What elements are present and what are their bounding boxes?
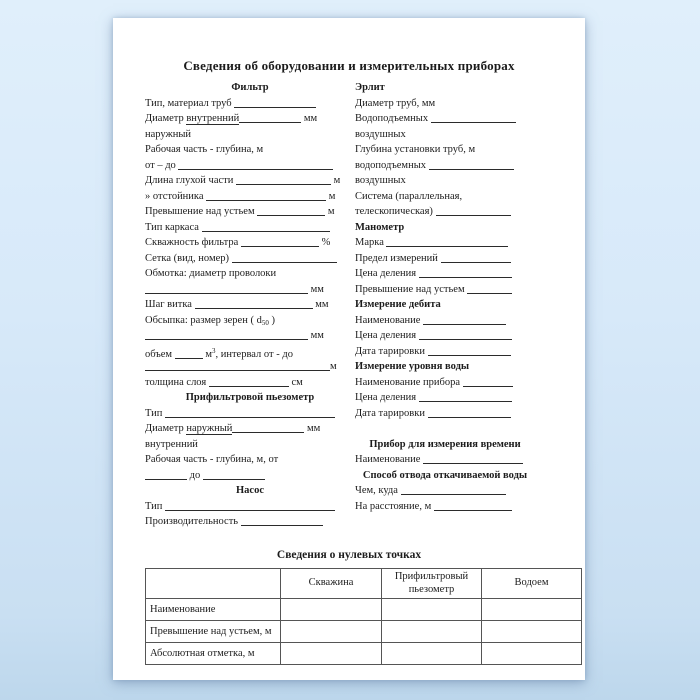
blank-field — [209, 376, 289, 387]
form-line — [355, 266, 535, 282]
label-text: Чем, куда — [355, 485, 401, 496]
row-label-cell: Превышение над устьем, м — [146, 621, 281, 643]
label-text: Цена деления — [355, 392, 419, 403]
blank-field — [428, 407, 511, 418]
blank-field — [434, 500, 512, 511]
label-text: мм — [312, 299, 329, 310]
form-line — [355, 282, 535, 298]
form-line — [145, 96, 355, 112]
blank-field — [145, 360, 330, 371]
label-text: Способ отвода откачиваемой воды — [362, 469, 528, 481]
form-line — [145, 514, 355, 530]
form-line — [355, 390, 535, 406]
label-text: Длина глухой части — [145, 175, 236, 186]
label-text: Превышение над устьем — [355, 283, 468, 295]
empty-cell — [281, 643, 382, 665]
empty-cell — [482, 599, 582, 621]
form-line — [355, 499, 535, 515]
table-header-cell: Прифильтровый пьезометр — [382, 569, 482, 599]
blank-field — [195, 298, 313, 309]
form-line — [145, 375, 355, 391]
section-header — [355, 359, 535, 375]
form-line — [355, 158, 535, 174]
label-text: Рабочая часть - глубина, м, от — [145, 454, 279, 465]
form-line — [145, 235, 355, 251]
form-line — [145, 452, 355, 468]
form-line — [145, 359, 355, 375]
form-line — [355, 189, 535, 205]
label-text: Глубина установки труб, м — [355, 144, 476, 155]
right-column — [355, 80, 535, 530]
form-line — [145, 437, 355, 453]
label-text: Измерение уровня воды — [355, 361, 470, 372]
label-text: ) — [268, 314, 275, 326]
label-text: Прифильтровой пьезометр — [185, 392, 315, 403]
label-text: Прибор для измерения времени — [369, 438, 521, 450]
blank-field — [145, 469, 187, 480]
blank-field — [232, 252, 337, 263]
empty-cell — [382, 599, 482, 621]
label-text: Система (параллельная, — [355, 190, 463, 202]
section-header — [355, 80, 535, 96]
label-text: % — [318, 237, 331, 248]
table-row — [146, 599, 582, 621]
form-line — [355, 328, 535, 344]
blank-field — [419, 329, 512, 340]
label-text: внутренний — [186, 113, 240, 124]
empty-cell — [281, 621, 382, 643]
form-line — [355, 111, 535, 127]
label-text: Эрлит — [355, 82, 385, 93]
blank-field — [419, 267, 512, 278]
table-header-cell: Скважина — [281, 569, 382, 599]
label-text: м — [202, 348, 212, 360]
label-text: см — [288, 376, 303, 388]
label-text: Манометр — [355, 221, 405, 233]
form-line — [145, 142, 355, 158]
label-text: Превышение над устьем — [145, 206, 258, 217]
form-line — [145, 189, 355, 205]
label-text: м — [330, 361, 337, 372]
blank-field — [467, 283, 512, 294]
label-text: Цена деления — [355, 330, 419, 341]
form-line — [145, 266, 355, 282]
form-line — [145, 158, 355, 174]
label-text: Скважность фильтра — [145, 237, 241, 248]
label-text: Сетка (вид, номер) — [145, 252, 232, 264]
zero-points-title: Сведения о нулевых точках — [276, 549, 422, 561]
row-label-cell: Наименование — [146, 599, 281, 621]
form-line — [145, 406, 355, 422]
label-text: Тип — [145, 407, 166, 419]
form-line — [145, 220, 355, 236]
blank-field — [206, 190, 326, 201]
label-text: Марка — [355, 237, 387, 248]
label-text: мм — [308, 283, 324, 295]
label-text: Водоподъемных — [355, 113, 431, 124]
label-text: Диаметр — [145, 113, 187, 124]
label-text: На расстояние, м — [355, 500, 434, 512]
label-text: , интервал от - до — [215, 348, 293, 360]
label-text: водоподъемных — [355, 159, 429, 171]
form-line — [145, 328, 355, 344]
blank-field — [401, 484, 506, 495]
label-text: м — [330, 175, 341, 186]
section-header — [355, 220, 535, 236]
label-text: Насос — [236, 485, 264, 496]
blank-field — [234, 97, 316, 108]
section-header — [355, 297, 535, 313]
form-line — [145, 282, 355, 298]
label-text: Наименование — [355, 454, 424, 465]
blank-field — [423, 314, 506, 325]
blank-field — [241, 236, 319, 247]
label-text: внутренний — [145, 438, 198, 450]
blank-field — [165, 500, 335, 511]
empty-cell — [482, 643, 582, 665]
form-line — [145, 173, 355, 189]
form-line — [145, 499, 355, 515]
table-row — [146, 621, 582, 643]
label-text: Наименование — [355, 314, 424, 326]
form-line — [355, 452, 535, 468]
blank-field — [178, 159, 333, 170]
label-text: воздушных — [355, 175, 406, 186]
form-line — [145, 344, 355, 360]
form-line — [145, 313, 355, 329]
sup-text: 3 — [211, 346, 216, 355]
label-text: Рабочая часть - глубина, м — [145, 144, 264, 155]
label-text: воздушных — [355, 128, 406, 140]
label-text: Тип, материал труб — [145, 97, 235, 109]
label-text: объем — [145, 348, 175, 360]
blank-field — [239, 112, 301, 123]
blank-field — [232, 422, 304, 433]
label-text: Тип каркаса — [145, 221, 202, 233]
form-line — [145, 421, 355, 437]
form-line — [355, 483, 535, 499]
section-header — [355, 437, 535, 453]
label-text: телескопическая) — [355, 206, 436, 217]
blank-field — [165, 407, 335, 418]
label-text: мм — [308, 330, 324, 341]
blank-field — [145, 283, 308, 294]
sub-text: 50 — [261, 318, 269, 327]
blank-field — [175, 348, 203, 359]
label-text: Шаг витка — [145, 299, 195, 310]
zero-points-table — [145, 568, 582, 665]
document-title: Сведения об оборудовании и измерительных приборах — [183, 58, 515, 73]
label-text: Тип — [145, 500, 166, 512]
form-line — [355, 127, 535, 143]
label-text: » отстойника — [145, 190, 207, 202]
form-line — [355, 375, 535, 391]
label-text: наружный — [145, 128, 192, 140]
section-header — [145, 483, 355, 499]
section-header — [145, 80, 355, 96]
label-text: толщина слоя — [145, 376, 209, 388]
label-text: Фильтр — [231, 82, 269, 93]
form-line — [145, 204, 355, 220]
label-text: Цена деления — [355, 268, 419, 279]
form-line — [145, 297, 355, 313]
blank-field — [145, 329, 308, 340]
table-header-row — [146, 569, 582, 599]
blank-field — [202, 221, 330, 232]
document-page — [113, 18, 585, 680]
blank-field — [257, 205, 325, 216]
label-text: Производительность — [145, 516, 241, 527]
blank-field — [436, 205, 511, 216]
label-text: Диаметр — [145, 423, 187, 434]
label-text: м — [326, 190, 336, 202]
form-line — [355, 406, 535, 422]
empty-cell — [382, 643, 482, 665]
table-header-cell — [146, 569, 281, 599]
label-text: Предел измерений — [355, 252, 441, 264]
form-line — [355, 344, 535, 360]
label-text: Обсыпка: размер зерен ( d — [145, 314, 262, 326]
label-text: от – до — [145, 159, 179, 171]
blank-field — [419, 391, 512, 402]
blank-field — [203, 469, 265, 480]
blank-field — [441, 252, 511, 263]
form-line — [145, 251, 355, 267]
blank-field — [241, 515, 323, 526]
label-text: Измерение дебита — [355, 299, 441, 310]
empty-cell — [382, 621, 482, 643]
label-text: м — [325, 206, 335, 217]
form-line — [145, 468, 355, 484]
label-text: Обмотка: диаметр проволоки — [145, 268, 277, 279]
label-text: Наименование прибора — [355, 376, 463, 388]
form-line — [355, 204, 535, 220]
blank-field — [386, 236, 508, 247]
empty-cell — [281, 599, 382, 621]
form-line — [355, 173, 535, 189]
label-text: Диаметр труб, мм — [355, 97, 436, 109]
form-line — [145, 111, 355, 127]
row-label-cell: Абсолютная отметка, м — [146, 643, 281, 665]
blank-field — [431, 112, 516, 123]
label-text: мм — [301, 113, 318, 124]
form-line — [355, 235, 535, 251]
form-line — [145, 127, 355, 143]
spacer-line — [355, 421, 535, 437]
form-columns — [145, 80, 535, 530]
form-line — [355, 313, 535, 329]
empty-cell — [482, 621, 582, 643]
label-text: Дата тарировки — [355, 345, 428, 357]
section-header — [145, 390, 355, 406]
section-header — [355, 468, 535, 484]
label-text: мм — [304, 423, 321, 434]
blank-field — [429, 159, 514, 170]
blank-field — [423, 453, 523, 464]
blank-field — [236, 174, 331, 185]
form-line — [355, 251, 535, 267]
form-line — [355, 96, 535, 112]
label-text: до — [187, 469, 203, 481]
label-text: наружный — [186, 423, 233, 434]
left-column — [145, 80, 355, 530]
blank-field — [463, 376, 513, 387]
table-row — [146, 643, 582, 665]
blank-field — [428, 345, 511, 356]
label-text: Дата тарировки — [355, 407, 428, 419]
table-header-cell: Водоем — [482, 569, 582, 599]
form-line — [355, 142, 535, 158]
